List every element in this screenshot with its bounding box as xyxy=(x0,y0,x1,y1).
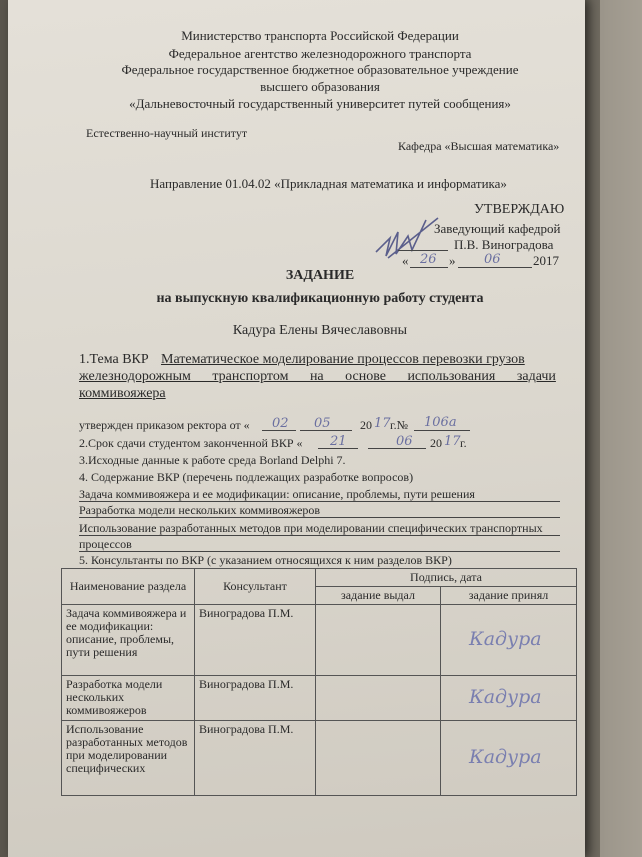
order-number-line xyxy=(414,430,470,431)
approval-month-line xyxy=(458,267,532,268)
approval-title: УТВЕРЖДАЮ xyxy=(474,202,565,217)
deadline-day: 21 xyxy=(330,434,347,449)
order-number-label: г.№ xyxy=(390,418,409,432)
order-month: 05 xyxy=(314,416,331,431)
background-stripe xyxy=(600,0,642,857)
header-accepted: задание принял xyxy=(441,587,577,605)
task-title: ЗАДАНИЕ xyxy=(285,268,355,283)
topic-text-1: Математическое моделирование процессов перевозки грузов xyxy=(161,352,525,367)
deadline-month-line xyxy=(368,448,426,449)
header-section: Наименование раздела xyxy=(62,569,195,605)
row-issued xyxy=(316,721,441,796)
order-number: 106а xyxy=(424,415,457,430)
row-consultant: Виноградова П.М. xyxy=(195,721,316,796)
approval-month: 06 xyxy=(484,252,501,267)
order-year: 17 xyxy=(374,416,391,431)
approval-open-quote: « xyxy=(402,253,409,268)
row-consultant: Виноградова П.М. xyxy=(195,605,316,676)
topic-text-2: железнодорожным транспортом на основе использования задачи xyxy=(79,369,556,384)
task-subtitle: на выпускную квалификационную работу студента xyxy=(156,291,484,306)
table-row xyxy=(62,676,577,721)
deadline-day-line xyxy=(318,448,358,449)
deadline-month: 06 xyxy=(396,434,413,449)
source-data: 3.Исходные данные к работе среда Borland Delphi 7. xyxy=(79,453,346,467)
deadline-prefix: 2.Срок сдачи студентом законченной ВКР « xyxy=(79,436,303,450)
header-education-level: высшего образования xyxy=(260,79,380,94)
row-issued xyxy=(316,676,441,721)
header-ministry: Министерство транспорта Российской Федерации xyxy=(181,28,459,43)
topic-label: 1.Тема ВКР xyxy=(79,352,149,367)
table-header-row xyxy=(62,569,577,587)
student-signature: Кадура xyxy=(469,627,542,650)
order-year-prefix: 20 xyxy=(360,418,372,432)
content-line-4 xyxy=(79,551,560,552)
consultants-table xyxy=(61,568,577,796)
consultants-label: 5. Консультанты по ВКР (с указанием относящихся к ним разделов ВКР) xyxy=(79,553,452,567)
topic-text-3: коммивояжера xyxy=(79,386,166,401)
content-item-1: Задача коммивояжера и ее модификации: описание, проблемы, пути решения xyxy=(79,487,475,501)
header-agency: Федеральное агентство железнодорожного транспорта xyxy=(168,46,472,61)
approval-year: 2017 xyxy=(533,253,559,268)
content-label: 4. Содержание ВКР (перечень подлежащих разработке вопросов) xyxy=(79,470,414,484)
order-day-line xyxy=(262,430,296,431)
content-line-2 xyxy=(79,517,560,518)
header-institution-type: Федеральное государственное бюджетное образовательное учреждение xyxy=(121,62,519,77)
deadline-year-prefix: 20 xyxy=(430,436,442,450)
order-day: 02 xyxy=(272,416,289,431)
approval-day: 26 xyxy=(420,252,437,267)
row-accepted xyxy=(441,605,577,676)
student-signature: Кадура xyxy=(469,745,542,768)
row-section: Использование разработанных методов при моделировании специфических xyxy=(62,721,195,796)
row-accepted xyxy=(441,721,577,796)
department-name: Кафедра «Высшая математика» xyxy=(398,139,560,153)
table-row xyxy=(62,721,577,796)
deadline-suffix: г. xyxy=(460,436,467,450)
student-name: Кадура Елены Вячеславовны xyxy=(232,323,408,338)
row-consultant: Виноградова П.М. xyxy=(195,676,316,721)
approval-name: П.В. Виноградова xyxy=(454,237,554,252)
signature-line xyxy=(398,250,448,251)
header-signature: Подпись, дата xyxy=(316,569,577,587)
row-accepted xyxy=(441,676,577,721)
order-prefix: утвержден приказом ректора от « xyxy=(79,418,250,432)
approval-close-quote: » xyxy=(449,253,456,268)
header-issued: задание выдал xyxy=(316,587,441,605)
content-item-2: Разработка модели нескольких коммивояжеров xyxy=(79,503,321,517)
student-signature: Кадура xyxy=(469,685,542,708)
study-direction: Направление 01.04.02 «Прикладная математика и информатика» xyxy=(150,176,507,191)
content-line-3 xyxy=(79,535,560,536)
order-month-line xyxy=(300,430,352,431)
institute-name: Естественно-научный институт xyxy=(86,126,248,140)
content-item-3b: процессов xyxy=(79,537,132,551)
approval-role: Заведующий кафедрой xyxy=(434,221,561,236)
table-row xyxy=(62,605,577,676)
row-section: Разработка модели нескольких коммивояжеров xyxy=(62,676,195,721)
content-item-3a: Использование разработанных методов при моделировании специфических транспортных xyxy=(79,521,543,535)
content-line-1 xyxy=(79,501,560,502)
header-university: «Дальневосточный государственный университет путей сообщения» xyxy=(129,96,511,111)
deadline-year: 17 xyxy=(444,434,461,449)
row-issued xyxy=(316,605,441,676)
row-section: Задача коммивояжера и ее модификации: описание, проблемы, пути решения xyxy=(62,605,195,676)
header-consultant: Консультант xyxy=(195,569,316,605)
